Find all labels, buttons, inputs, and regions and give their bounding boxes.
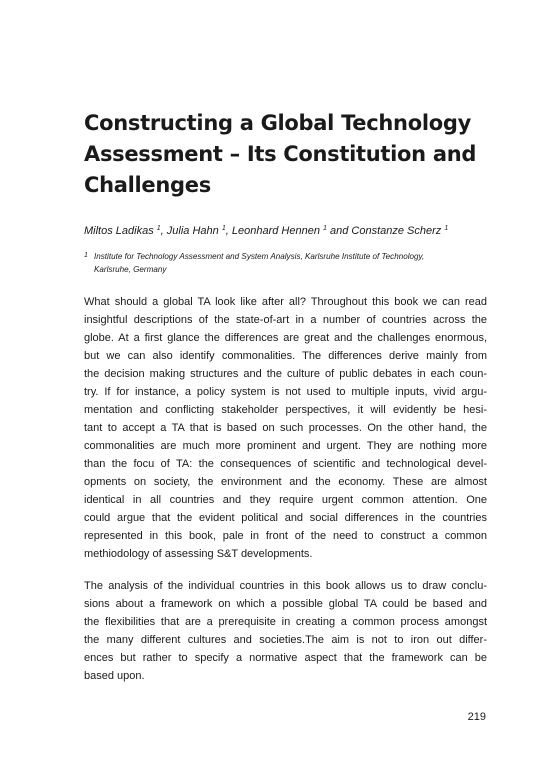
- text-line: mentation and conflicting stakeholder perspectives, it will evidently be hesi-: [84, 404, 487, 416]
- text-line: opments on society, the environment and the economy. These are almost: [84, 476, 487, 488]
- title-line: Constructing a Global Technology: [84, 111, 471, 135]
- chapter-title: [84, 108, 484, 201]
- author-separator: and: [326, 225, 352, 237]
- text-line: globe. At a first glance the differences are great and the challenges enormous,: [84, 332, 487, 344]
- author-separator: ,: [160, 225, 167, 237]
- text-line: What should a global TA look like after all? Throughout this book we can read: [84, 296, 487, 308]
- affiliation-line: Karlsruhe, Germany: [94, 265, 167, 274]
- author-affiliation-mark: 1: [323, 225, 327, 232]
- text-line: try. If for instance, a policy system is not used to multiple inputs, vivid argu-: [84, 386, 487, 398]
- text-line: commonalities are much more prominent and urgent. They are nothing more: [84, 440, 487, 452]
- affiliation-number: 1: [84, 252, 88, 259]
- text-line: the flexibilities that are a prerequisite in creating a common process amongst: [84, 616, 487, 628]
- affiliation-line: [84, 250, 494, 263]
- author-affiliation-mark: 1: [221, 225, 226, 232]
- body-paragraph: [84, 577, 487, 685]
- affiliation: [84, 250, 494, 276]
- text-line: represented in this book, pale in front of the need to construct a common: [84, 530, 487, 542]
- text-line: than the focu of TA: the consequences of scientific and technological devel-: [84, 458, 487, 470]
- body-paragraph: [84, 293, 487, 563]
- text-line: ences but rather to specify a normative aspect that the framework can be: [84, 652, 487, 664]
- page-number: 219: [467, 711, 486, 723]
- text-line: The analysis of the individual countries in this book allows us to draw conclu-: [84, 580, 487, 592]
- text-line: based upon.: [84, 670, 145, 682]
- text-line: could argue that the evident political and social differences in the countries: [84, 512, 487, 524]
- author-name: Constanze Scherz: [351, 225, 442, 237]
- text-line: identical in all countries and they require urgent common attention. One: [84, 494, 487, 506]
- author-name: Miltos Ladikas: [84, 225, 154, 237]
- text-line: methiodology of assessing S&T developments.: [84, 548, 313, 560]
- author-separator: ,: [225, 225, 232, 237]
- text-line: the decision making structures and the culture of public debates in each coun-: [84, 368, 487, 380]
- text-line: insightful descriptions of the state-of-art in a number of countries across the: [84, 314, 487, 326]
- text-line: the many different cultures and societies.The aim is not to iron out differ-: [84, 634, 487, 646]
- author-list: [84, 224, 494, 238]
- text-line: tant to accept a TA that is based on such processes. On the other hand, the: [84, 422, 487, 434]
- author-affiliation-mark: 1: [444, 225, 449, 232]
- author-name: Leonhard Hennen: [231, 225, 320, 237]
- author-name: Julia Hahn: [166, 225, 219, 237]
- text-line: sions about a framework on which a possible global TA could be based and: [84, 598, 487, 610]
- title-line: Assessment – Its Constitution and: [84, 142, 477, 166]
- affiliation-text: Institute for Technology Assessment and System Analysis, Karlsruhe Institute of Technology,: [94, 252, 425, 261]
- title-line: Challenges: [84, 173, 211, 197]
- author-affiliation-mark: 1: [156, 225, 161, 232]
- text-line: but we can also identify commonalities. The differences derive mainly from: [84, 350, 487, 362]
